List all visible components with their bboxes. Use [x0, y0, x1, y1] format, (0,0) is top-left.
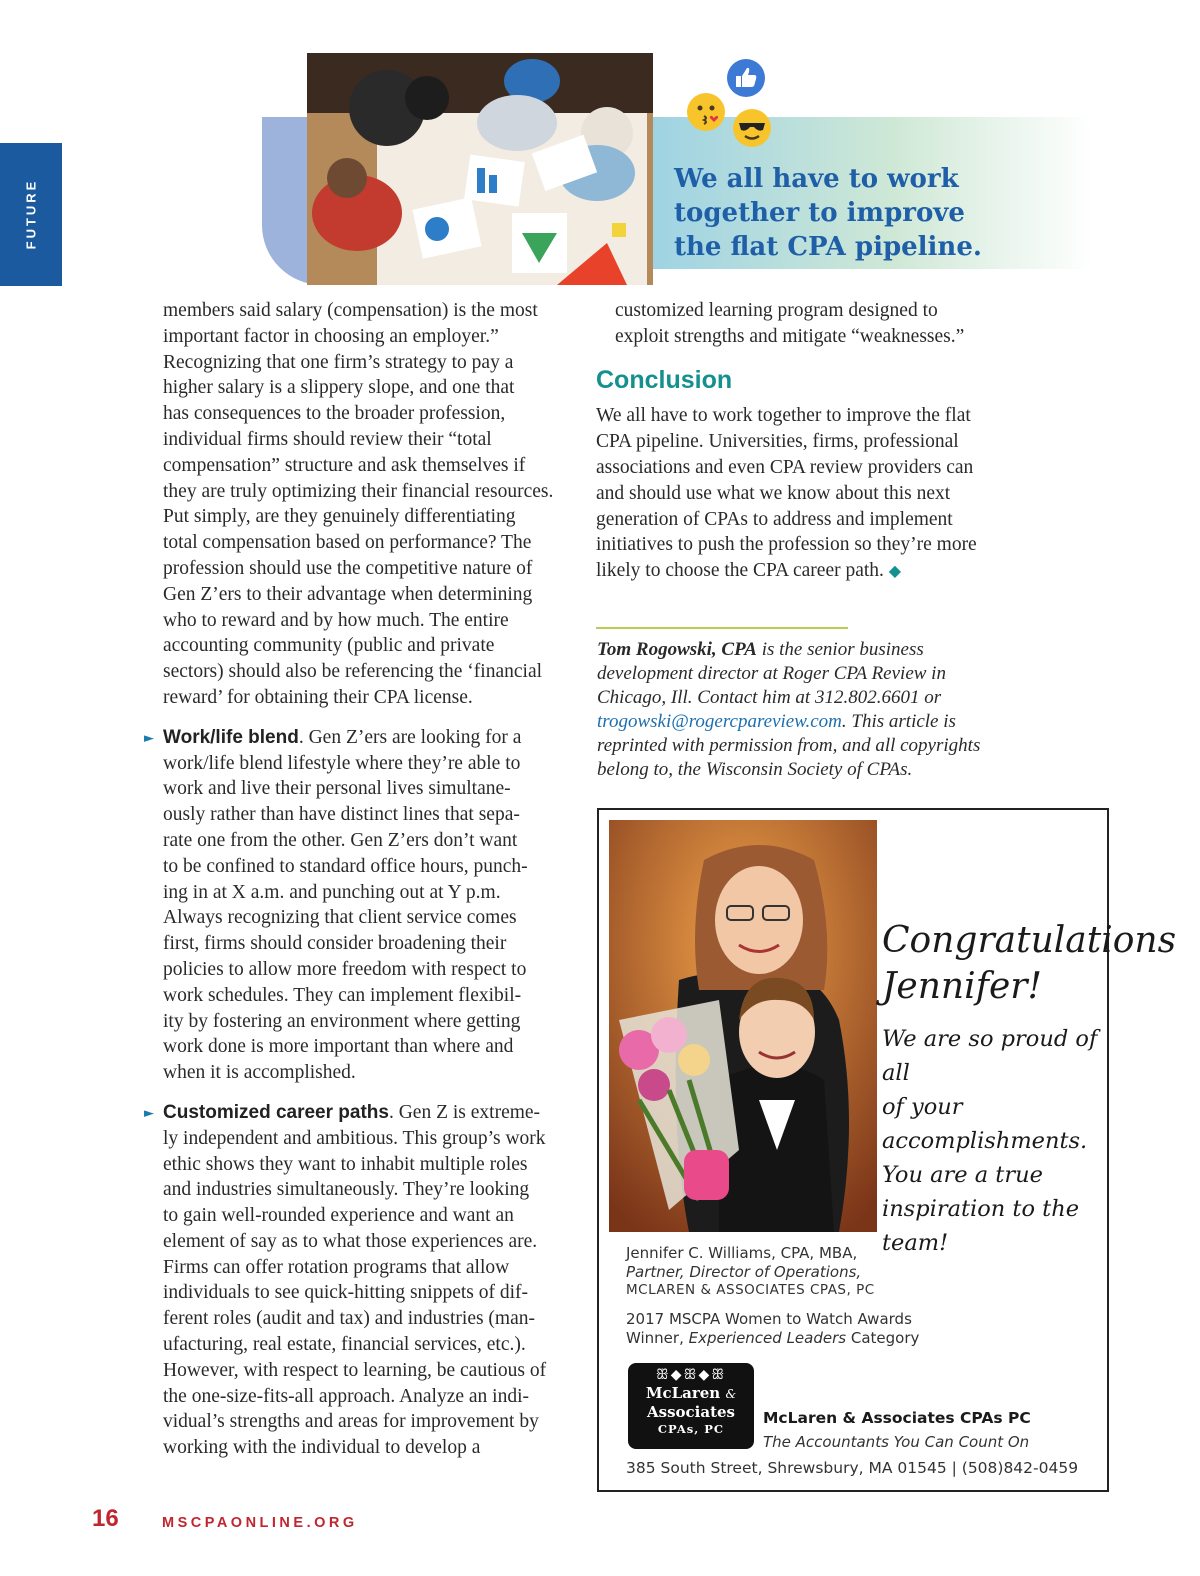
author-name: Tom Rogowski, CPA: [597, 639, 757, 660]
mclaren-associates-logo: ꕥ◆ꕥ◆ꕥ McLaren & Associates CPAs, PC: [628, 1363, 754, 1449]
pull-quote-line: together to improve: [674, 198, 965, 228]
section-tab: [0, 143, 62, 286]
bullet-item-work-life-blend: ► Work/life blend. Gen Z’ers are looking for a work/life blend lifestyle where they’re able to work and live their personal lives simultane- ously rather than have distinct lines that sepa- rate one from the other. Gen Z’ers don’t want to be confined to standard office hours, punch- ing in at X a.m. and punching out at Y p.m. Always recognizing that client service comes first, firms should consider broadening their policies to allow more freedom with respect to work schedules. They can implement flexibil- ity by fostering an environment where getting work done is more important than where and when it is accomplished.: [144, 726, 528, 1084]
article-right-column: [596, 298, 1016, 584]
award-photo-illustration: [609, 820, 877, 1232]
footer-website[interactable]: MSCPAONLINE.ORG: [162, 1515, 358, 1531]
firm-tagline: The Accountants You Can Count On: [763, 1433, 1030, 1451]
logo-ornament: ꕥ◆ꕥ◆ꕥ: [655, 1367, 727, 1383]
honoree-caption: [626, 1244, 875, 1300]
article-paragraph: customized learning program designed to exploit strengths and mitigate “weaknesses.”: [615, 300, 965, 347]
award-caption: 2017 MSCPA Women to Watch Awards Winner, Experienced Leaders Category: [626, 1310, 920, 1347]
congratulations-ad: [597, 808, 1177, 1492]
honoree-firm: MCLAREN & ASSOCIATES CPAS, PC: [626, 1282, 875, 1298]
article-left-column: [144, 298, 578, 1461]
firm-address: 385 South Street, Shrewsbury, MA 01545 | (508)842-0459: [626, 1459, 1079, 1477]
thumbs-up-icon: [726, 58, 766, 98]
bullet-item-customized-career-paths: ► Customized career paths. Gen Z is extreme- ly independent and ambitious. This group’s work ethic shows they want to inhabit multiple roles and industries simultaneously. They’re looking to gain well-rounded experience and want an element of say as to what those experiences are. Firms can offer rotation programs that allow individuals to see quick-hitting snippets of dif- ferent roles (audit and tax) and industries (man- ufacturing, real estate, financial services, etc.). However, with respect to learning, be cautious of the one-size-fits-all approach. Analyze an indi- vidual’s strengths and areas for improvement by working with the individual to develop a: [144, 1101, 547, 1459]
ad-photo-jennifer-williams: [609, 820, 877, 1232]
kiss-face-icon: [686, 92, 726, 132]
congratulations-heading: Congratulations Jennifer!: [882, 920, 1177, 1007]
team-meeting-illustration: [307, 53, 653, 285]
congratulations-message: We are so proud of all of your accomplishments. You are a true inspiration to the team!: [882, 1026, 1098, 1256]
pull-quote: [674, 162, 1074, 264]
bullet-heading: Customized career paths: [163, 1101, 389, 1123]
honoree-title: Partner, Director of Operations,: [626, 1262, 862, 1281]
section-tab-label: FUTURE: [23, 178, 39, 250]
pull-quote-line: We all have to work: [674, 164, 959, 194]
section-heading-conclusion: Conclusion: [596, 365, 733, 394]
honoree-name: Jennifer C. Williams, CPA, MBA,: [626, 1244, 858, 1262]
page-number: 16: [92, 1505, 119, 1532]
conclusion-paragraph: We all have to work together to improve the flat CPA pipeline. Universities, firms, professional associations and even CPA review providers can and should use what we know about this next generation of CPAs to address and implement initiatives to push the profession so they’re more likely to choose the CPA career path. ◆: [596, 405, 977, 582]
bullet-arrow-icon: ►: [144, 1105, 154, 1121]
author-bio: Tom Rogowski, CPA is the senior business development director at Roger CPA Review in Chicago, Ill. Contact him at 312.802.6601 or trogowski@rogercpareview.com. This article is reprinted with permission from, and all copyrights belong to, the Wisconsin Society of CPAs.: [597, 639, 981, 780]
bullet-heading: Work/life blend: [163, 726, 299, 748]
bullet-arrow-icon: ►: [144, 730, 154, 746]
pull-quote-line: the flat CPA pipeline.: [674, 232, 982, 262]
firm-name: McLaren & Associates CPAs PC: [763, 1409, 1031, 1427]
bio-divider: [596, 627, 848, 629]
author-email-link[interactable]: trogowski@rogercpareview.com: [597, 711, 842, 732]
end-of-article-diamond-icon: ◆: [888, 561, 902, 581]
sunglasses-face-icon: [732, 108, 772, 148]
hero-photo-team-meeting: [307, 53, 653, 285]
article-paragraph: members said salary (compensation) is the most important factor in choosing an employer.” Recognizing that one firm’s strategy to pay a higher salary is a slippery slope, and one that has consequences to the broader profession, individual firms should review their “total compensation” structure and ask themselves if they are truly optimizing their financial resources. Put simply, are they genuinely differentiating total compensation based on performance? The profession should use the competitive nature of Gen Z’ers to their advantage when determining who to reward and by how much. The entire accounting community (public and private sectors) should also be referencing the ‘financial reward’ for obtaining their CPA license.: [163, 300, 554, 708]
